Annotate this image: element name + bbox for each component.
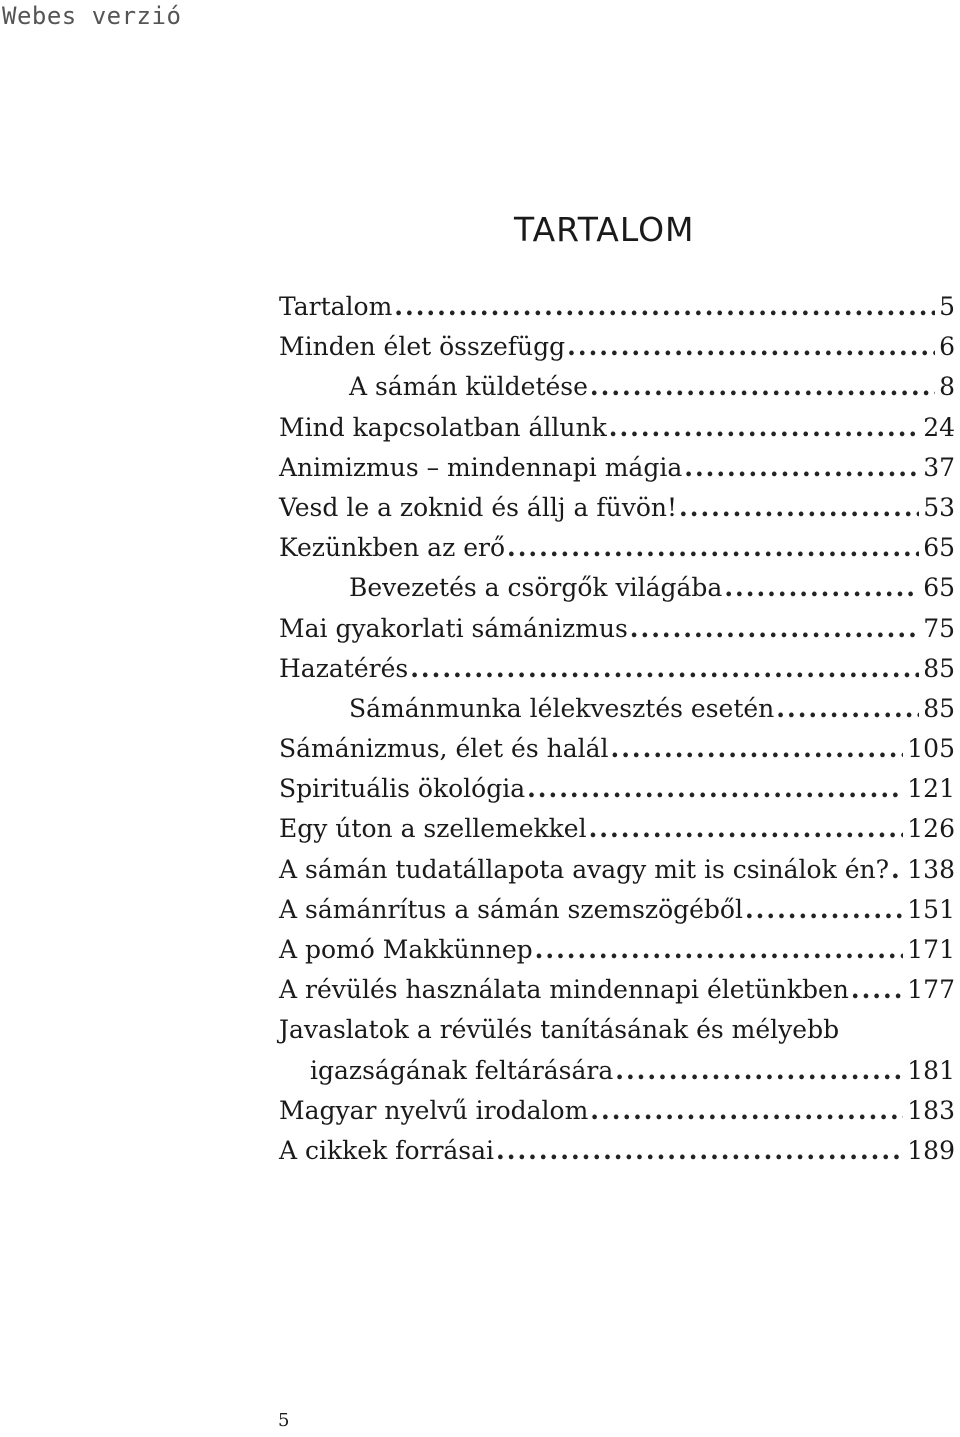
toc-entry-title: A pomó Makkünnep [279,935,533,964]
toc-entry-title: Bevezetés a csörgők világába [349,573,723,603]
toc-entry-title: Hazatérés [279,653,409,683]
dot-leader [507,533,919,562]
toc-entry[interactable] [279,1015,955,1055]
toc-entry-title: A cikkek forrásai [279,1135,495,1165]
toc-entry-page: 85 [923,693,955,723]
dot-leader [630,614,919,643]
toc-entry[interactable] [279,1056,955,1096]
toc-entry-page: 181 [907,1055,955,1085]
toc-entry-page: 121 [907,774,955,804]
toc-entry-title: Kezünkben az erő [279,533,505,563]
toc-entry[interactable] [279,1136,955,1176]
page-number: 5 [278,1410,290,1431]
toc-entry-title: Vesd le a zoknid és állj a füvön! [279,492,678,522]
toc-entry[interactable] [279,533,955,573]
toc-entry-page: 151 [907,894,955,924]
toc-entry-page: 8 [939,372,955,402]
toc-entry-page: 37 [923,452,955,482]
toc-entry-page: 6 [939,332,955,362]
dot-leader [527,774,903,803]
toc-entry-title: igazságának feltárására [310,1055,614,1085]
toc-entry-title: Mind kapcsolatban állunk [279,412,607,442]
toc-entry-page: 189 [907,1135,955,1165]
dot-leader [776,694,919,723]
toc-entry[interactable] [279,774,955,814]
toc-entry[interactable] [279,814,955,854]
toc-entry-title: Spirituális ökológia [279,774,526,804]
toc-entry-title: A sámán küldetése [349,372,588,402]
watermark-text: Webes verzió [2,2,182,30]
dot-leader [851,975,903,1004]
dot-leader [535,935,904,964]
dot-leader [589,814,904,843]
dot-leader [611,734,904,763]
dot-leader [394,292,935,321]
toc-entry[interactable] [279,654,955,694]
toc-entry-title: Javaslatok a révülés tanításának és mélyebb [279,1015,840,1045]
toc-entry-page: 75 [923,613,955,643]
dot-leader [724,573,919,602]
toc-entry[interactable] [279,292,955,332]
toc-entry-title: Animizmus – mindennapi mágia [279,452,683,482]
toc-entry-title: A sámán tudatállapota avagy mit is csinálok én? [279,854,889,884]
toc-entry-page: 105 [907,734,955,764]
toc-entry[interactable] [279,935,955,975]
dot-leader [615,1056,903,1085]
toc-entry-page: 177 [907,975,955,1005]
toc-entry[interactable] [279,694,955,734]
toc-entry-page: 5 [939,292,955,321]
dot-leader [567,332,935,361]
toc-entry[interactable] [279,573,955,613]
toc-entry[interactable] [279,734,955,774]
toc-entry[interactable] [279,855,955,895]
toc-entry-page: 138 [907,854,955,884]
dot-leader [496,1136,903,1165]
toc-entry-title: Minden élet összefügg [279,332,566,362]
toc-entry[interactable] [279,453,955,493]
toc-entry-page: 65 [923,533,955,563]
toc-entry-title: A révülés használata mindennapi életünkben [279,975,849,1005]
toc-entry-page: 65 [923,573,955,603]
toc-entry[interactable] [279,493,955,533]
toc-entry[interactable] [279,614,955,654]
toc-entry[interactable] [279,372,955,412]
dot-leader [590,372,935,401]
dot-leader [684,453,919,482]
toc-entry-title: Sámánizmus, élet és halál [279,734,609,764]
toc-entry-title: Mai gyakorlati sámánizmus [279,613,628,643]
toc-entry-page: 24 [923,412,955,442]
toc-entry[interactable] [279,1096,955,1136]
toc-entry[interactable] [279,975,955,1015]
toc-entry[interactable] [279,895,955,935]
dot-leader [590,1096,903,1125]
toc-entry-page: 171 [907,935,955,964]
dot-leader [745,895,903,924]
dot-leader [609,413,919,442]
toc-entry-title: A sámánrítus a sámán szemszögéből [279,894,743,924]
toc-entry-page: 85 [923,653,955,683]
toc-entry-page: 126 [907,814,955,844]
toc-entry[interactable] [279,413,955,453]
toc-entry-page: 53 [923,492,955,522]
dot-leader [679,493,919,522]
toc-entry-page: 183 [907,1095,955,1125]
dot-leader [410,654,919,683]
page-title: TARTALOM [514,210,695,249]
table-of-contents [279,292,955,1176]
toc-entry-title: Sámánmunka lélekvesztés esetén [349,693,775,723]
toc-entry-title: Egy úton a szellemekkel [279,814,587,844]
toc-entry-title: Magyar nyelvű irodalom [279,1095,589,1125]
dot-leader [891,855,903,884]
toc-entry-title: Tartalom [279,292,393,321]
toc-entry[interactable] [279,332,955,372]
